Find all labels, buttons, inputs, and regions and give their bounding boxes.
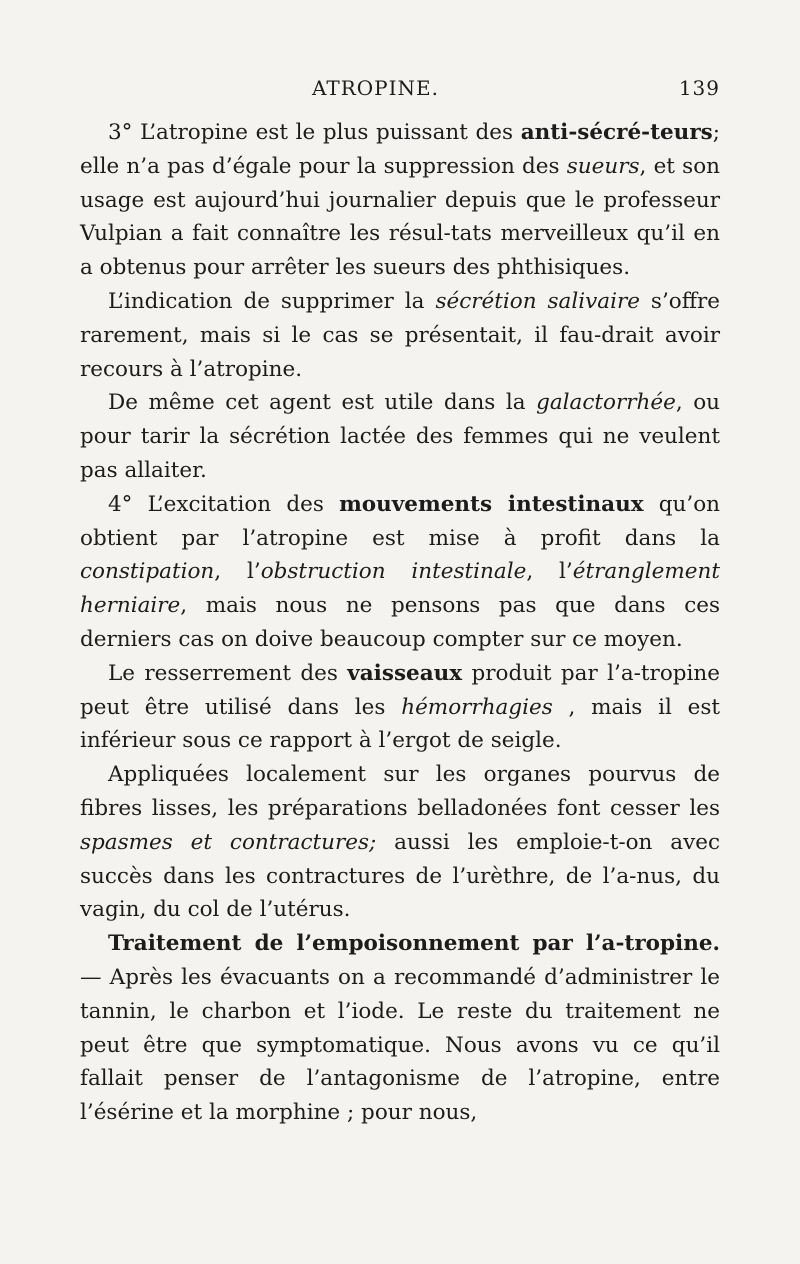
paragraph bbox=[80, 657, 720, 758]
paragraph bbox=[80, 285, 720, 386]
italic-text: galactorrhée bbox=[536, 390, 676, 416]
page-number: 139 bbox=[678, 76, 720, 100]
text-run: produit par l’a-tropine peut être utilisé dans les bbox=[80, 660, 720, 720]
text-run: , l’ bbox=[214, 559, 261, 585]
italic-text: sécrétion salivaire bbox=[435, 288, 640, 314]
text-run: , et son usage est aujourd’hui journalier depuis que le professeur Vulpian a fait connaître les résul-tats merveilleux qu’il en a obtenus pour arrêter les sueurs des phthisiques. bbox=[80, 153, 720, 281]
bold-text: mouvements intestinaux bbox=[339, 491, 644, 517]
paragraph bbox=[80, 116, 720, 285]
text-run: , mais il est inférieur sous ce rapport à l’ergot de seigle. bbox=[80, 694, 720, 754]
paragraph bbox=[80, 927, 720, 1130]
bold-text: vaisseaux bbox=[347, 660, 463, 686]
text-run: aussi les emploie-t-on avec succès dans les contractures de l’urèthre, de l’a-nus, du vagin, du col de l’utérus. bbox=[80, 829, 720, 923]
body-text bbox=[80, 116, 720, 1130]
text-run: L’indication de supprimer la bbox=[108, 288, 436, 314]
text-run: — Après les évacuants on a recommandé d’administrer le tannin, le charbon et l’iode. Le reste du traitement ne peut être que symptomatique. Nous avons vu ce qu’il fallait penser de l’antagonisme de l’atropine, entre l’ésérine et la morphine ; pour nous, bbox=[80, 964, 720, 1126]
text-run: ; elle n’a pas d’égale pour la suppression des bbox=[80, 120, 720, 179]
bold-text: Traitement de l’empoisonnement par l’a-tropine. bbox=[108, 931, 720, 957]
bold-text: anti-sécré-teurs bbox=[520, 120, 713, 145]
paragraph bbox=[80, 488, 720, 657]
text-run: 3° L’atropine est le plus puissant des bbox=[108, 120, 521, 145]
italic-text: sueurs bbox=[566, 153, 640, 179]
text-run: Appliquées localement sur les organes pourvus de fibres lisses, les préparations belladonées font cesser les bbox=[80, 762, 720, 821]
italic-text: spasmes et contractures; bbox=[80, 829, 377, 855]
italic-text: étranglement herniaire bbox=[80, 559, 720, 619]
page-header bbox=[80, 76, 720, 104]
italic-text: obstruction intestinale bbox=[260, 559, 527, 585]
text-run: s’offre rarement, mais si le cas se présentait, il fau-drait avoir recours à l’atropine. bbox=[80, 288, 721, 382]
italic-text: constipation bbox=[80, 559, 215, 585]
text-run: Le resserrement des bbox=[108, 660, 348, 686]
text-run: 4° L’excitation des bbox=[108, 491, 340, 517]
paragraph bbox=[80, 758, 720, 927]
text-run: De même cet agent est utile dans la bbox=[108, 390, 537, 416]
text-run: , l’ bbox=[526, 559, 573, 585]
text-run: qu’on obtient par l’atropine est mise à profit dans la bbox=[80, 491, 720, 551]
running-title: ATROPINE. bbox=[312, 76, 439, 100]
text-run: , ou pour tarir la sécrétion lactée des femmes qui ne veulent pas allaiter. bbox=[80, 390, 720, 483]
paragraph bbox=[80, 386, 720, 487]
italic-text: hémorrhagies bbox=[401, 694, 553, 720]
text-run: , mais nous ne pensons pas que dans ces derniers cas on doive beaucoup compter sur ce moyen. bbox=[80, 593, 720, 652]
